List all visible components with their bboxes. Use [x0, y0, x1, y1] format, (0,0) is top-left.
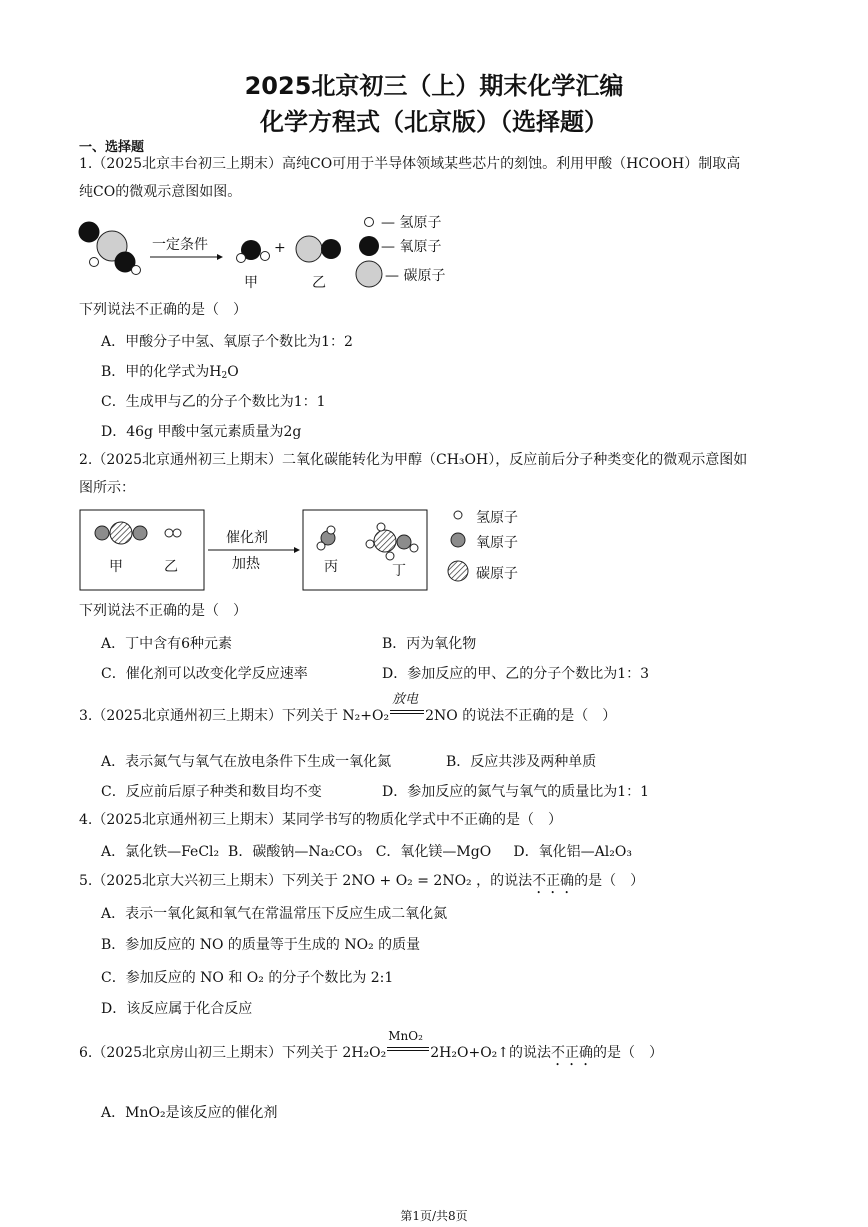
q3-option-a: A．表示氮气与氧气在放电条件下生成一氧化氮	[101, 754, 392, 770]
q3-text-post: 2NO 的说法不正确的是（ ）	[425, 708, 617, 724]
q2-catalyst-label: 催化剂	[226, 530, 268, 546]
q2-option-a: A．丁中含有6种元素	[101, 636, 233, 652]
q5-option-a: A．表示一氧化氮和氧气在常温常压下反应生成二氧化氮	[101, 906, 448, 922]
q3-text-pre: 3.（2025北京通州初三上期末）下列关于 N₂+O₂	[79, 708, 390, 724]
q1-plus-sign: +	[274, 240, 286, 256]
q2-legend-hydrogen: 氢原子	[476, 510, 518, 526]
q3-equation-sign	[389, 692, 425, 726]
q1-option-d: D．46g 甲酸中氢元素质量为2g	[101, 424, 302, 440]
q1-option-b: B．甲的化学式为$H_2O$	[101, 364, 239, 381]
q3-text	[79, 692, 617, 726]
q2-heat-label: 加热	[232, 556, 260, 572]
q2-option-c: C．催化剂可以改变化学反应速率	[101, 666, 308, 682]
q6-equation-sign	[386, 1029, 430, 1063]
q3-option-d: D．参加反应的氮气与氧气的质量比为1：1	[382, 784, 650, 800]
reactant-jia-molecule	[95, 522, 147, 544]
q5-emphasis: 不正确	[532, 873, 575, 889]
q1-option-c: C．生成甲与乙的分子个数比为1：1	[101, 394, 326, 410]
reactant-yi-molecule	[165, 529, 181, 537]
q5-text: 5.（2025北京大兴初三上期末）下列关于 2NO + O₂ = 2NO₂ ，的说法不正确的是（ ）	[79, 873, 645, 889]
q2-legend-oxygen: 氧原子	[476, 535, 518, 551]
q6-eq-condition: MnO₂	[388, 1029, 423, 1043]
q1-label-jia: 甲	[244, 275, 258, 291]
q4-options: A．氯化铁—FeCl₂ B．碳酸钠—Na₂CO₃ C．氧化镁—MgO D．氧化铝—Al₂O₃	[101, 844, 632, 860]
q6-option-a: A．MnO₂是该反应的催化剂	[101, 1105, 278, 1121]
q2-option-b: B．丙为氧化物	[382, 636, 477, 652]
q3-option-b: B．反应共涉及两种单质	[446, 754, 597, 770]
q2-text-line1: 2.（2025北京通州初三上期末）二氧化碳能转化为甲醇（CH₃OH），反应前后分子种类变化的微观示意图如	[79, 452, 748, 468]
q4-text: 4.（2025北京通州初三上期末）某同学书写的物质化学式中不正确的是（ ）	[79, 812, 562, 828]
q1-prompt: 下列说法不正确的是（ ）	[79, 302, 247, 318]
section-heading: 一、选择题	[79, 140, 145, 155]
product-ding-molecule	[366, 523, 418, 560]
q1-legend-hydrogen: — 氢原子	[381, 215, 442, 231]
q2-option-d: D．参加反应的甲、乙的分子个数比为1：3	[382, 666, 650, 682]
q2-legend	[448, 511, 468, 581]
q3-eq-condition: 放电	[392, 692, 419, 707]
q1-label-yi: 乙	[312, 275, 326, 291]
q5-option-d: D．该反应属于化合反应	[101, 1001, 253, 1017]
q5-option-b: B．参加反应的 NO 的质量等于生成的 NO₂ 的质量	[101, 937, 421, 953]
q1-option-a: A．甲酸分子中氢、氧原子个数比为1：2	[101, 334, 353, 350]
q2-label-bing: 丙	[324, 559, 338, 575]
q2-label-ding: 丁	[392, 563, 406, 579]
product-bing-molecule	[317, 526, 335, 550]
q2-label-yi: 乙	[164, 559, 178, 575]
q1-condition-label: 一定条件	[152, 237, 208, 253]
page-footer: 第1页/共8页	[400, 1209, 468, 1223]
page-subtitle: 化学方程式（北京版）（选择题）	[260, 108, 608, 136]
q5-option-c: C．参加反应的 NO 和 O₂ 的分子个数比为 2:1	[101, 970, 394, 986]
q2-label-jia: 甲	[109, 559, 123, 575]
q6-emphasis: 不正确	[551, 1045, 594, 1061]
q1-legend-carbon: — 碳原子	[385, 268, 446, 284]
q2-text-line2: 图所示：	[79, 480, 135, 496]
q1-text-line2: 纯CO的微观示意图如图。	[79, 184, 242, 200]
page-title: 2025北京初三（上）期末化学汇编	[244, 72, 624, 100]
q2-legend-carbon: 碳原子	[476, 566, 518, 582]
q1-text-line1: 1.（2025北京丰台初三上期末）高纯CO可用于半导体领域某些芯片的刻蚀。利用甲酸（HCOOH）制取高	[79, 156, 741, 172]
q2-prompt: 下列说法不正确的是（ ）	[79, 603, 247, 619]
q1-legend-oxygen: — 氧原子	[381, 239, 442, 255]
q6-text: 6.（2025北京房山初三上期末）下列关于 2H₂O₂ MnO₂ 2H₂O+O₂↑的说法不正确的是（ ）	[79, 1043, 663, 1069]
q3-option-c: C．反应前后原子种类和数目均不变	[101, 784, 322, 800]
